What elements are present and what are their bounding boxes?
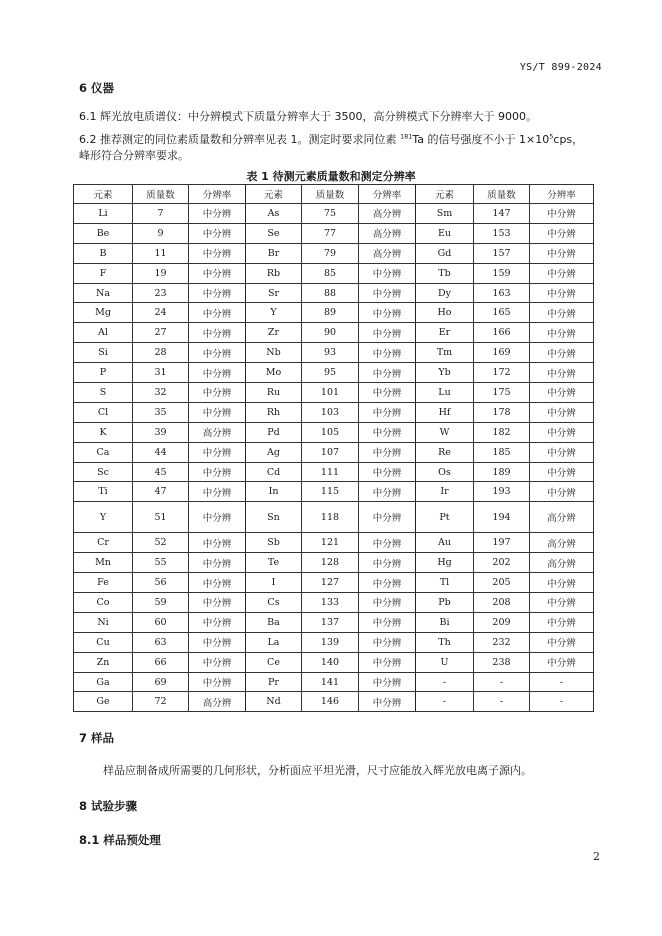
table-cell: - (416, 672, 474, 692)
table-row (74, 482, 594, 502)
table-row (74, 632, 594, 652)
para-7: 样品应制备成所需要的几何形状，分析面应平坦光滑，尺寸应能放入辉光放电离子源内。 (103, 764, 532, 777)
table-cell: 24 (133, 303, 189, 323)
table-cell: 中分辨 (359, 442, 416, 462)
table-cell: 中分辨 (359, 482, 416, 502)
table-cell: 32 (133, 383, 189, 403)
table-cell: Co (74, 593, 133, 613)
table-cell: 中分辨 (189, 573, 246, 593)
table-cell: 中分辨 (530, 402, 594, 422)
table-cell: Ga (74, 672, 133, 692)
table-cell: 163 (474, 283, 530, 303)
table-cell: 中分辨 (530, 363, 594, 383)
table-row (74, 593, 594, 613)
table-row (74, 442, 594, 462)
table-cell: 中分辨 (359, 422, 416, 442)
table-cell: 103 (302, 402, 359, 422)
col-header: 质量数 (474, 185, 530, 204)
table-cell: Sn (246, 502, 302, 533)
table-cell: U (416, 652, 474, 672)
table-cell: 27 (133, 323, 189, 343)
table-cell: 中分辨 (530, 593, 594, 613)
table-row (74, 323, 594, 343)
table-cell: Ca (74, 442, 133, 462)
table-cell: Rb (246, 263, 302, 283)
table-cell: 19 (133, 263, 189, 283)
table-cell: 166 (474, 323, 530, 343)
table-cell: 115 (302, 482, 359, 502)
col-header: 分辨率 (189, 185, 246, 204)
table-cell: 157 (474, 243, 530, 263)
table-cell: 72 (133, 692, 189, 712)
table-cell: Si (74, 343, 133, 363)
table-cell: In (246, 482, 302, 502)
table-cell: Cd (246, 462, 302, 482)
table-cell: 中分辨 (359, 612, 416, 632)
table-cell: Mo (246, 363, 302, 383)
table-cell: 中分辨 (359, 553, 416, 573)
table-cell: 45 (133, 462, 189, 482)
table-cell: B (74, 243, 133, 263)
table-cell: 中分辨 (530, 632, 594, 652)
table-cell: Rh (246, 402, 302, 422)
table-cell: 中分辨 (359, 283, 416, 303)
table-cell: 172 (474, 363, 530, 383)
table-cell: 中分辨 (189, 204, 246, 224)
table-cell: 高分辨 (530, 553, 594, 573)
table-cell: 中分辨 (189, 283, 246, 303)
table-cell: 105 (302, 422, 359, 442)
table-cell: Al (74, 323, 133, 343)
table-cell: 35 (133, 402, 189, 422)
table-cell: 中分辨 (530, 442, 594, 462)
table-cell: 56 (133, 573, 189, 593)
table-row (74, 303, 594, 323)
table-cell: Lu (416, 383, 474, 403)
table-cell: 中分辨 (189, 263, 246, 283)
table-cell: 66 (133, 652, 189, 672)
section-7-heading: 7 样品 (79, 731, 115, 745)
table-row (74, 204, 594, 224)
table-cell: 中分辨 (189, 402, 246, 422)
table-cell: 137 (302, 612, 359, 632)
table-cell: Ge (74, 692, 133, 712)
table-row (74, 402, 594, 422)
table-cell: 55 (133, 553, 189, 573)
table-cell: 75 (302, 204, 359, 224)
table-cell: 中分辨 (189, 323, 246, 343)
table-cell: 中分辨 (530, 303, 594, 323)
table-cell: Re (416, 442, 474, 462)
table-cell: 141 (302, 672, 359, 692)
col-header: 元素 (416, 185, 474, 204)
table-cell: 中分辨 (189, 672, 246, 692)
table-cell: P (74, 363, 133, 383)
table-cell: 中分辨 (359, 383, 416, 403)
table-cell: 中分辨 (359, 323, 416, 343)
table-row (74, 533, 594, 553)
isotope-table (73, 184, 594, 712)
table-row (74, 383, 594, 403)
table-row (74, 283, 594, 303)
table-cell: 39 (133, 422, 189, 442)
table-cell: - (474, 692, 530, 712)
table-cell: 178 (474, 402, 530, 422)
table-cell: 中分辨 (189, 533, 246, 553)
table-row (74, 462, 594, 482)
table-cell: 232 (474, 632, 530, 652)
table-cell: 69 (133, 672, 189, 692)
table-cell: 中分辨 (189, 383, 246, 403)
table-cell: 63 (133, 632, 189, 652)
table-cell: 153 (474, 223, 530, 243)
table-cell: 127 (302, 573, 359, 593)
table-cell: Os (416, 462, 474, 482)
table-cell: 中分辨 (359, 263, 416, 283)
table-cell: 85 (302, 263, 359, 283)
table-cell: Zr (246, 323, 302, 343)
table-cell: 高分辨 (189, 422, 246, 442)
table-cell: 高分辨 (530, 502, 594, 533)
table-cell: 139 (302, 632, 359, 652)
table-cell: 中分辨 (530, 243, 594, 263)
table-cell: 中分辨 (359, 343, 416, 363)
table-cell: - (530, 692, 594, 712)
table-cell: 202 (474, 553, 530, 573)
table-cell: 31 (133, 363, 189, 383)
table-cell: 中分辨 (530, 323, 594, 343)
table-cell: Ni (74, 612, 133, 632)
table-cell: 中分辨 (359, 573, 416, 593)
table-cell: Sb (246, 533, 302, 553)
col-header: 分辨率 (530, 185, 594, 204)
table-cell: 165 (474, 303, 530, 323)
table-cell: Cr (74, 533, 133, 553)
table-row (74, 573, 594, 593)
table-row (74, 343, 594, 363)
table-cell: 中分辨 (359, 652, 416, 672)
table-cell: Sm (416, 204, 474, 224)
table-cell: Dy (416, 283, 474, 303)
table-cell: 中分辨 (530, 223, 594, 243)
section-6-heading: 6 仪器 (79, 81, 115, 95)
table-cell: Na (74, 283, 133, 303)
table-cell: 128 (302, 553, 359, 573)
table-cell: 89 (302, 303, 359, 323)
table-cell: 中分辨 (530, 612, 594, 632)
table-cell: 中分辨 (189, 303, 246, 323)
table-cell: Cl (74, 402, 133, 422)
para-6-2-cont: 峰形符合分辨率要求。 (79, 149, 189, 162)
table-cell: La (246, 632, 302, 652)
table-cell: 中分辨 (530, 343, 594, 363)
col-header: 元素 (246, 185, 302, 204)
table-cell: 23 (133, 283, 189, 303)
table-cell: Tm (416, 343, 474, 363)
table-cell: 中分辨 (530, 204, 594, 224)
table-cell: 中分辨 (530, 462, 594, 482)
table-cell: Ba (246, 612, 302, 632)
table-cell: Ir (416, 482, 474, 502)
table-cell: Br (246, 243, 302, 263)
table-cell: W (416, 422, 474, 442)
table-cell: 中分辨 (189, 612, 246, 632)
table-cell: 107 (302, 442, 359, 462)
table-cell: 52 (133, 533, 189, 553)
table-cell: Au (416, 533, 474, 553)
table-cell: Er (416, 323, 474, 343)
table-cell: 中分辨 (359, 502, 416, 533)
table-cell: Ti (74, 482, 133, 502)
table-cell: 中分辨 (359, 462, 416, 482)
table-row (74, 553, 594, 573)
para-6-2-mid: Ta 的信号强度不小于 1×10 (412, 133, 550, 146)
table-cell: 中分辨 (359, 593, 416, 613)
table-cell: 中分辨 (189, 593, 246, 613)
table-cell: 47 (133, 482, 189, 502)
table-cell: Ag (246, 442, 302, 462)
table-cell: 中分辨 (530, 283, 594, 303)
para-6-1: 6.1 辉光放电质谱仪：中分辨模式下质量分辨率大于 3500，高分辨模式下分辨率大于 9000。 (79, 110, 537, 123)
table-cell: 中分辨 (189, 343, 246, 363)
table-cell: 28 (133, 343, 189, 363)
table-cell: 147 (474, 204, 530, 224)
table-cell: 9 (133, 223, 189, 243)
table-cell: 中分辨 (530, 573, 594, 593)
table-cell: Pt (416, 502, 474, 533)
table-cell: 118 (302, 502, 359, 533)
table-cell: F (74, 263, 133, 283)
table-row (74, 652, 594, 672)
table-cell: S (74, 383, 133, 403)
table-cell: 中分辨 (359, 632, 416, 652)
table-cell: 中分辨 (189, 243, 246, 263)
table-row (74, 692, 594, 712)
table-cell: Cu (74, 632, 133, 652)
table-cell: Pb (416, 593, 474, 613)
page-number: 2 (593, 850, 600, 863)
table-cell: Zn (74, 652, 133, 672)
table-cell: 93 (302, 343, 359, 363)
table-cell: 146 (302, 692, 359, 712)
table-row (74, 612, 594, 632)
table-cell: 中分辨 (359, 303, 416, 323)
table-cell: - (474, 672, 530, 692)
para-6-2-text: 6.2 推荐测定的同位素质量数和分辨率见表 1。测定时要求同位素 (79, 133, 400, 146)
table-cell: 中分辨 (359, 672, 416, 692)
table-cell: 高分辨 (189, 692, 246, 712)
table-cell: 中分辨 (359, 692, 416, 712)
table-cell: Sc (74, 462, 133, 482)
table-cell: Ru (246, 383, 302, 403)
table-cell: Li (74, 204, 133, 224)
table-cell: 中分辨 (189, 363, 246, 383)
table-cell: 60 (133, 612, 189, 632)
table-cell: 238 (474, 652, 530, 672)
table-cell: Pd (246, 422, 302, 442)
table-cell: As (246, 204, 302, 224)
table-cell: 59 (133, 593, 189, 613)
table-cell: 189 (474, 462, 530, 482)
table-cell: - (530, 672, 594, 692)
table-row (74, 422, 594, 442)
table-cell: 193 (474, 482, 530, 502)
table-cell: Hg (416, 553, 474, 573)
table-cell: 182 (474, 422, 530, 442)
col-header: 分辨率 (359, 185, 416, 204)
table-cell: 185 (474, 442, 530, 462)
table-cell: Be (74, 223, 133, 243)
table-cell: 中分辨 (189, 223, 246, 243)
table-cell: 208 (474, 593, 530, 613)
table-row (74, 243, 594, 263)
table-cell: 中分辨 (189, 462, 246, 482)
table-row (74, 672, 594, 692)
subsection-8-1-heading: 8.1 样品预处理 (79, 833, 161, 847)
table-cell: 175 (474, 383, 530, 403)
table-cell: 中分辨 (530, 383, 594, 403)
table-row (74, 263, 594, 283)
table-cell: Bi (416, 612, 474, 632)
col-header: 质量数 (302, 185, 359, 204)
table-cell: 51 (133, 502, 189, 533)
table-cell: 中分辨 (189, 502, 246, 533)
table-cell: 159 (474, 263, 530, 283)
table-cell: Ce (246, 652, 302, 672)
table-cell: 7 (133, 204, 189, 224)
table-cell: Tl (416, 573, 474, 593)
table-cell: 中分辨 (189, 442, 246, 462)
table-cell: Cs (246, 593, 302, 613)
table-cell: Mn (74, 553, 133, 573)
table-cell: 133 (302, 593, 359, 613)
table-cell: Mg (74, 303, 133, 323)
table-row (74, 363, 594, 383)
table-cell: 88 (302, 283, 359, 303)
table-cell: 高分辨 (359, 204, 416, 224)
table-cell: 中分辨 (530, 652, 594, 672)
table-cell: Y (74, 502, 133, 533)
table-cell: 194 (474, 502, 530, 533)
table-cell: Te (246, 553, 302, 573)
table-cell: 77 (302, 223, 359, 243)
table-cell: I (246, 573, 302, 593)
table-cell: 169 (474, 343, 530, 363)
table-cell: 中分辨 (359, 402, 416, 422)
table-header-row (74, 185, 594, 204)
table-cell: 高分辨 (359, 243, 416, 263)
table-cell: Eu (416, 223, 474, 243)
table-cell: 高分辨 (530, 533, 594, 553)
table-caption: 表 1 待测元素质量数和测定分辨率 (246, 170, 416, 183)
table-cell: K (74, 422, 133, 442)
table-cell: 中分辨 (189, 553, 246, 573)
table-cell: 79 (302, 243, 359, 263)
table-row (74, 502, 594, 533)
table-cell: Gd (416, 243, 474, 263)
table-cell: 中分辨 (189, 652, 246, 672)
para-6-2-end: cps， (553, 133, 584, 146)
table-cell: - (416, 692, 474, 712)
para-6-2 (79, 132, 609, 148)
table-cell: 209 (474, 612, 530, 632)
table-cell: Hf (416, 402, 474, 422)
table-cell: 205 (474, 573, 530, 593)
table-cell: 121 (302, 533, 359, 553)
table-cell: 中分辨 (530, 482, 594, 502)
table-cell: Se (246, 223, 302, 243)
table-cell: 90 (302, 323, 359, 343)
table-cell: 中分辨 (189, 632, 246, 652)
exponent-superscript: 5 (549, 132, 554, 141)
table-cell: 中分辨 (359, 363, 416, 383)
table-cell: 中分辨 (359, 533, 416, 553)
table-cell: 197 (474, 533, 530, 553)
table-cell: Sr (246, 283, 302, 303)
table-cell: Pr (246, 672, 302, 692)
table-cell: Th (416, 632, 474, 652)
table-row (74, 223, 594, 243)
isotope-superscript: 181 (399, 132, 413, 141)
table-cell: Nd (246, 692, 302, 712)
table-cell: Ho (416, 303, 474, 323)
table-cell: Nb (246, 343, 302, 363)
table-cell: Y (246, 303, 302, 323)
table-cell: 中分辨 (530, 422, 594, 442)
table-cell: 44 (133, 442, 189, 462)
document-code: YS/T 899-2024 (519, 62, 602, 73)
section-8-heading: 8 试验步骤 (79, 799, 138, 813)
table-cell: 95 (302, 363, 359, 383)
table-cell: Tb (416, 263, 474, 283)
table-cell: 中分辨 (530, 263, 594, 283)
table-cell: Yb (416, 363, 474, 383)
table-cell: 高分辨 (359, 223, 416, 243)
table-cell: Fe (74, 573, 133, 593)
col-header: 元素 (74, 185, 133, 204)
col-header: 质量数 (133, 185, 189, 204)
table-cell: 11 (133, 243, 189, 263)
table-cell: 中分辨 (189, 482, 246, 502)
table-cell: 111 (302, 462, 359, 482)
table-cell: 140 (302, 652, 359, 672)
table-cell: 101 (302, 383, 359, 403)
